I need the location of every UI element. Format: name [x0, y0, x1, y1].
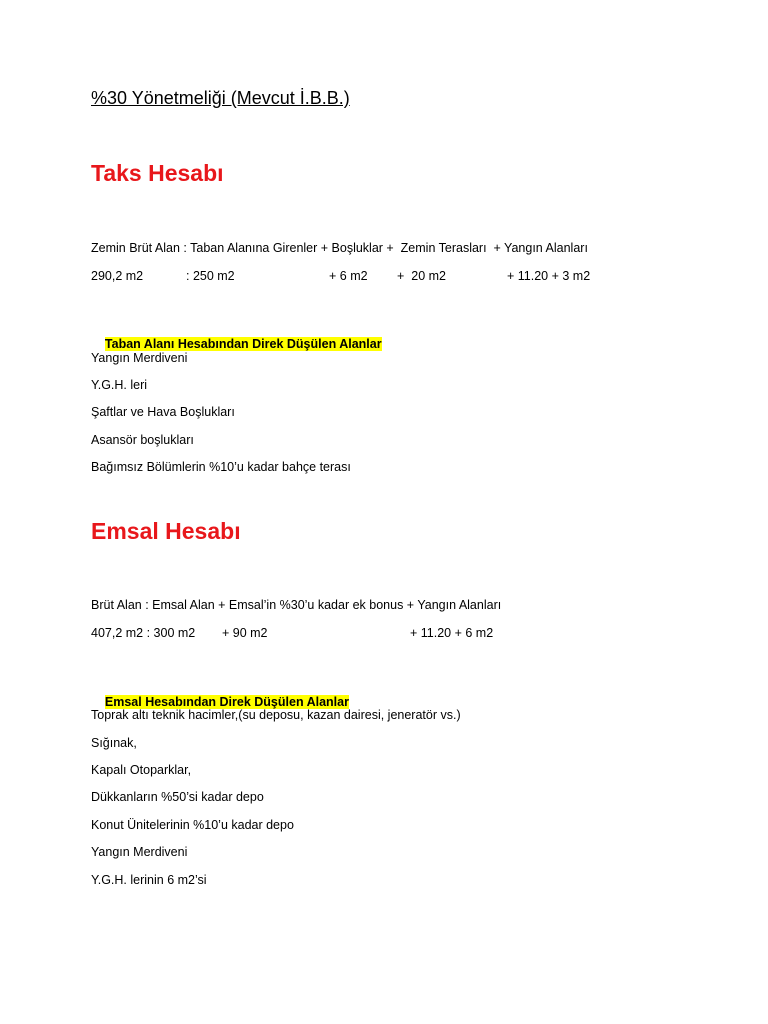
list-item: Yangın Merdiveni: [91, 845, 188, 859]
taks-value-gaps: + 6 m2: [329, 269, 368, 283]
taks-value-total: 290,2 m2: [91, 269, 144, 283]
document-title: %30 Yönetmeliği (Mevcut İ.B.B.): [91, 88, 350, 108]
list-item: Toprak altı teknik hacimler,(su deposu, kazan dairesi, jeneratör vs.): [91, 708, 461, 722]
list-item: Şaftlar ve Hava Boşlukları: [91, 405, 235, 419]
highlighted-text: Taban Alanı Hesabından Direk Düşülen Alanlar: [104, 337, 382, 351]
highlighted-text: Emsal Hesabından Direk Düşülen Alanlar: [104, 695, 349, 709]
emsal-formula: Brüt Alan : Emsal Alan + Emsal’in %30’u kadar ek bonus + Yangın Alanları: [91, 598, 502, 612]
list-item: Asansör boşlukları: [91, 433, 194, 447]
list-item: Konut Ünitelerinin %10’u kadar depo: [91, 818, 294, 832]
taks-heading: Taks Hesabı: [91, 160, 224, 186]
list-item: Sığınak,: [91, 736, 137, 750]
emsal-heading: Emsal Hesabı: [91, 518, 241, 544]
taks-formula: Zemin Brüt Alan : Taban Alanına Girenler + Boşluklar + Zemin Terasları + Yangın Alanları: [91, 241, 588, 255]
list-item: Bağımsız Bölümlerin %10’u kadar bahçe terası: [91, 460, 351, 474]
taks-value-base: : 250 m2: [186, 269, 235, 283]
list-item: Yangın Merdiveni: [91, 351, 188, 365]
emsal-value-fire: + 11.20 + 6 m2: [410, 626, 494, 640]
list-item: Dükkanların %50’si kadar depo: [91, 790, 264, 804]
list-item: Kapalı Otoparklar,: [91, 763, 192, 777]
list-item: Y.G.H. lerinin 6 m2’si: [91, 873, 207, 887]
emsal-value-bonus: + 90 m2: [222, 626, 268, 640]
taks-value-terraces: + 20 m2: [397, 269, 446, 283]
emsal-value-total: 407,2 m2 : 300 m2: [91, 626, 196, 640]
list-item: Y.G.H. leri: [91, 378, 148, 392]
taks-value-fire: + 11.20 + 3 m2: [507, 269, 591, 283]
